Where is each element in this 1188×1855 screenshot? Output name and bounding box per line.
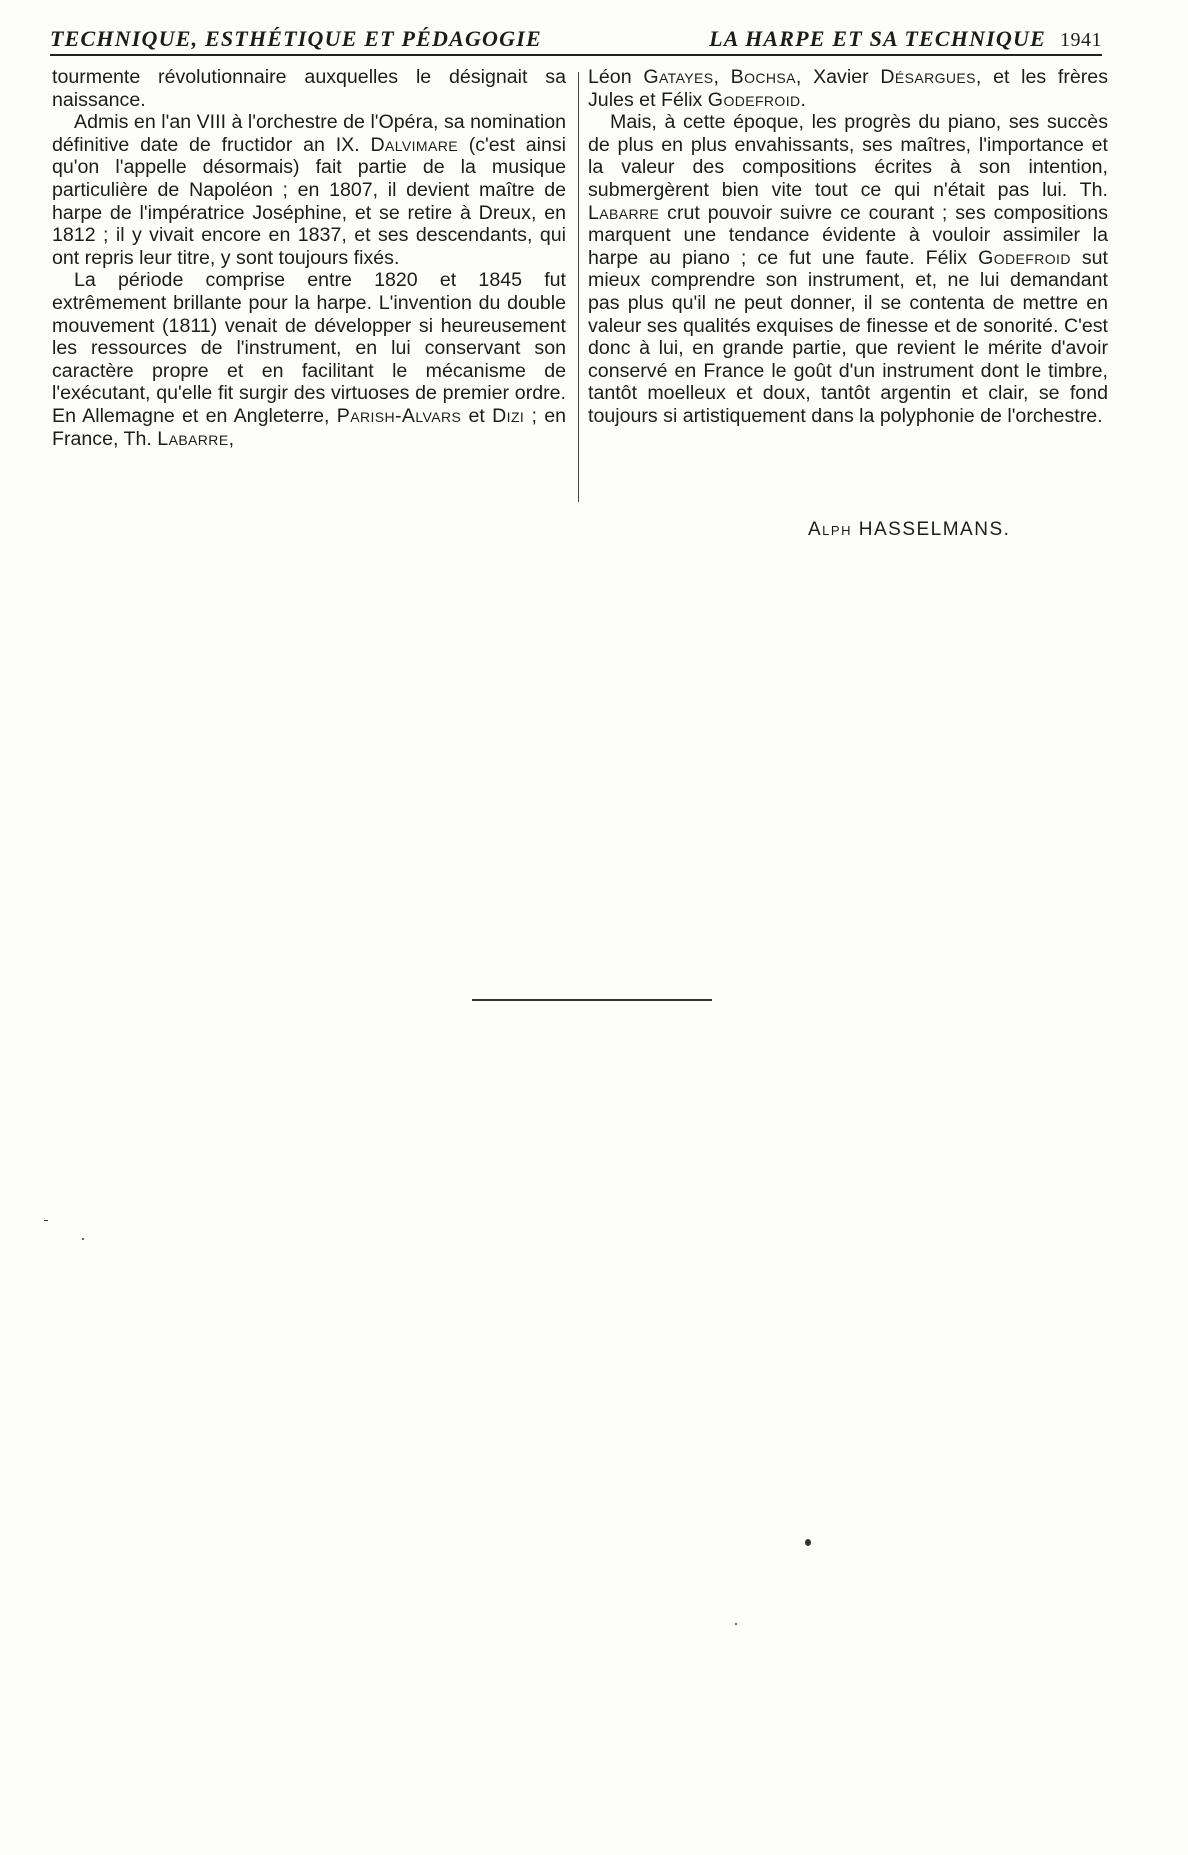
text-run: Mais, à cette époque, les progrès du piano, ses succès de plus en plus envahissants, ses maîtres, l'importance et la valeur des compositions écrites à son intention, submergèrent bien vite tout ce qui n'était pas lui. Th. — [588, 111, 1108, 201]
text-run: La période comprise entre 1820 et 1845 fut extrêmement brillante pour la harpe. L'invention du double mouvement (1811) venait de développer si heureusement les ressources de l'instrument, en lui conservant son caractère propre et en facilitant le mécanisme de l'exécutant, qu'elle fit surgir des virtuoses de premier ordre. En Allemagne et en Angleterre, — [52, 269, 566, 427]
column-divider — [578, 72, 579, 502]
person-name: Dizi — [492, 404, 525, 427]
text-run: (c'est ainsi qu'on l'appelle désormais) fait partie de la musique particulière de Napoléon ; en 1807, il devient maître de harpe de l'impératrice Joséphine, et se retire à Dreux, en 1812 ; il y vivait encore en 1837, et ses descendants, qui ont repris leur titre, y sont toujours fixés. — [52, 133, 566, 269]
running-head-article-title — [709, 26, 1102, 52]
person-name: Bochsa — [730, 66, 796, 88]
person-name: Godefroid — [978, 246, 1071, 269]
paragraph-continuation: tourmente révolutionnaire auxquelles le désignait sa naissance. — [52, 66, 566, 111]
print-speck — [805, 1539, 811, 1546]
text-run: , — [713, 66, 731, 88]
left-column — [52, 66, 566, 450]
person-name: Labarre — [157, 427, 229, 450]
text-run: , Xavier — [795, 66, 881, 88]
author-signature — [808, 519, 1010, 541]
text-run: et — [461, 404, 493, 427]
end-of-article-rule — [472, 999, 712, 1001]
paragraph-periode — [52, 269, 566, 450]
right-column — [588, 66, 1108, 428]
author-first-name: Alph — [808, 519, 852, 540]
paragraph-dalvimare — [52, 111, 566, 269]
person-name: Parish-Alvars — [336, 404, 462, 427]
article-title: LA HARPE ET SA TECHNIQUE — [709, 26, 1046, 51]
text-run: , et les frères Jules et Félix — [588, 66, 1108, 111]
text-run: . — [800, 88, 806, 111]
page-number: 1941 — [1060, 29, 1102, 51]
person-name: Dalvimare — [370, 133, 458, 156]
paragraph-piano — [588, 111, 1108, 427]
running-head-section-title: TECHNIQUE, ESTHÉTIQUE ET PÉDAGOGIE — [50, 26, 542, 51]
print-speck — [82, 1238, 84, 1240]
paragraph-harpistes — [588, 66, 1108, 111]
text-run: crut pouvoir suivre ce courant ; ses compositions marquent une tendance évidente à vouloir assimiler la harpe au piano ; ce fut une faute. Félix — [588, 201, 1108, 269]
person-name: Godefroid — [707, 88, 801, 111]
text-run: sut mieux comprendre son instrument, et, ne lui demandant pas plus qu'il ne peut donner, il se contenta de mettre en valeur ses qualités exquises de finesse et de sonorité. C'est donc à lui, en grande partie, que revient le mérite d'avoir conservé en France le goût d'un instrument dont le timbre, tantôt moelleux et doux, tantôt argentin et clair, se fond toujours si artistiquement dans la polyphonie de l'orchestre. — [588, 246, 1108, 427]
text-run: Admis en l'an VIII à l'orchestre de l'Opéra, sa nomination définitive date de fructidor an IX. — [52, 111, 566, 156]
person-name: Gatayes — [643, 66, 714, 88]
author-last-name: HASSELMANS. — [858, 519, 1011, 540]
text-run: ; en France, Th. — [52, 404, 566, 450]
person-name: Désargues — [880, 66, 976, 88]
print-speck — [44, 1220, 48, 1221]
text-run: Léon — [588, 66, 644, 88]
print-speck — [735, 1623, 737, 1625]
person-name: Labarre — [588, 201, 660, 224]
running-head — [50, 24, 1102, 56]
text-run: , — [228, 427, 235, 450]
